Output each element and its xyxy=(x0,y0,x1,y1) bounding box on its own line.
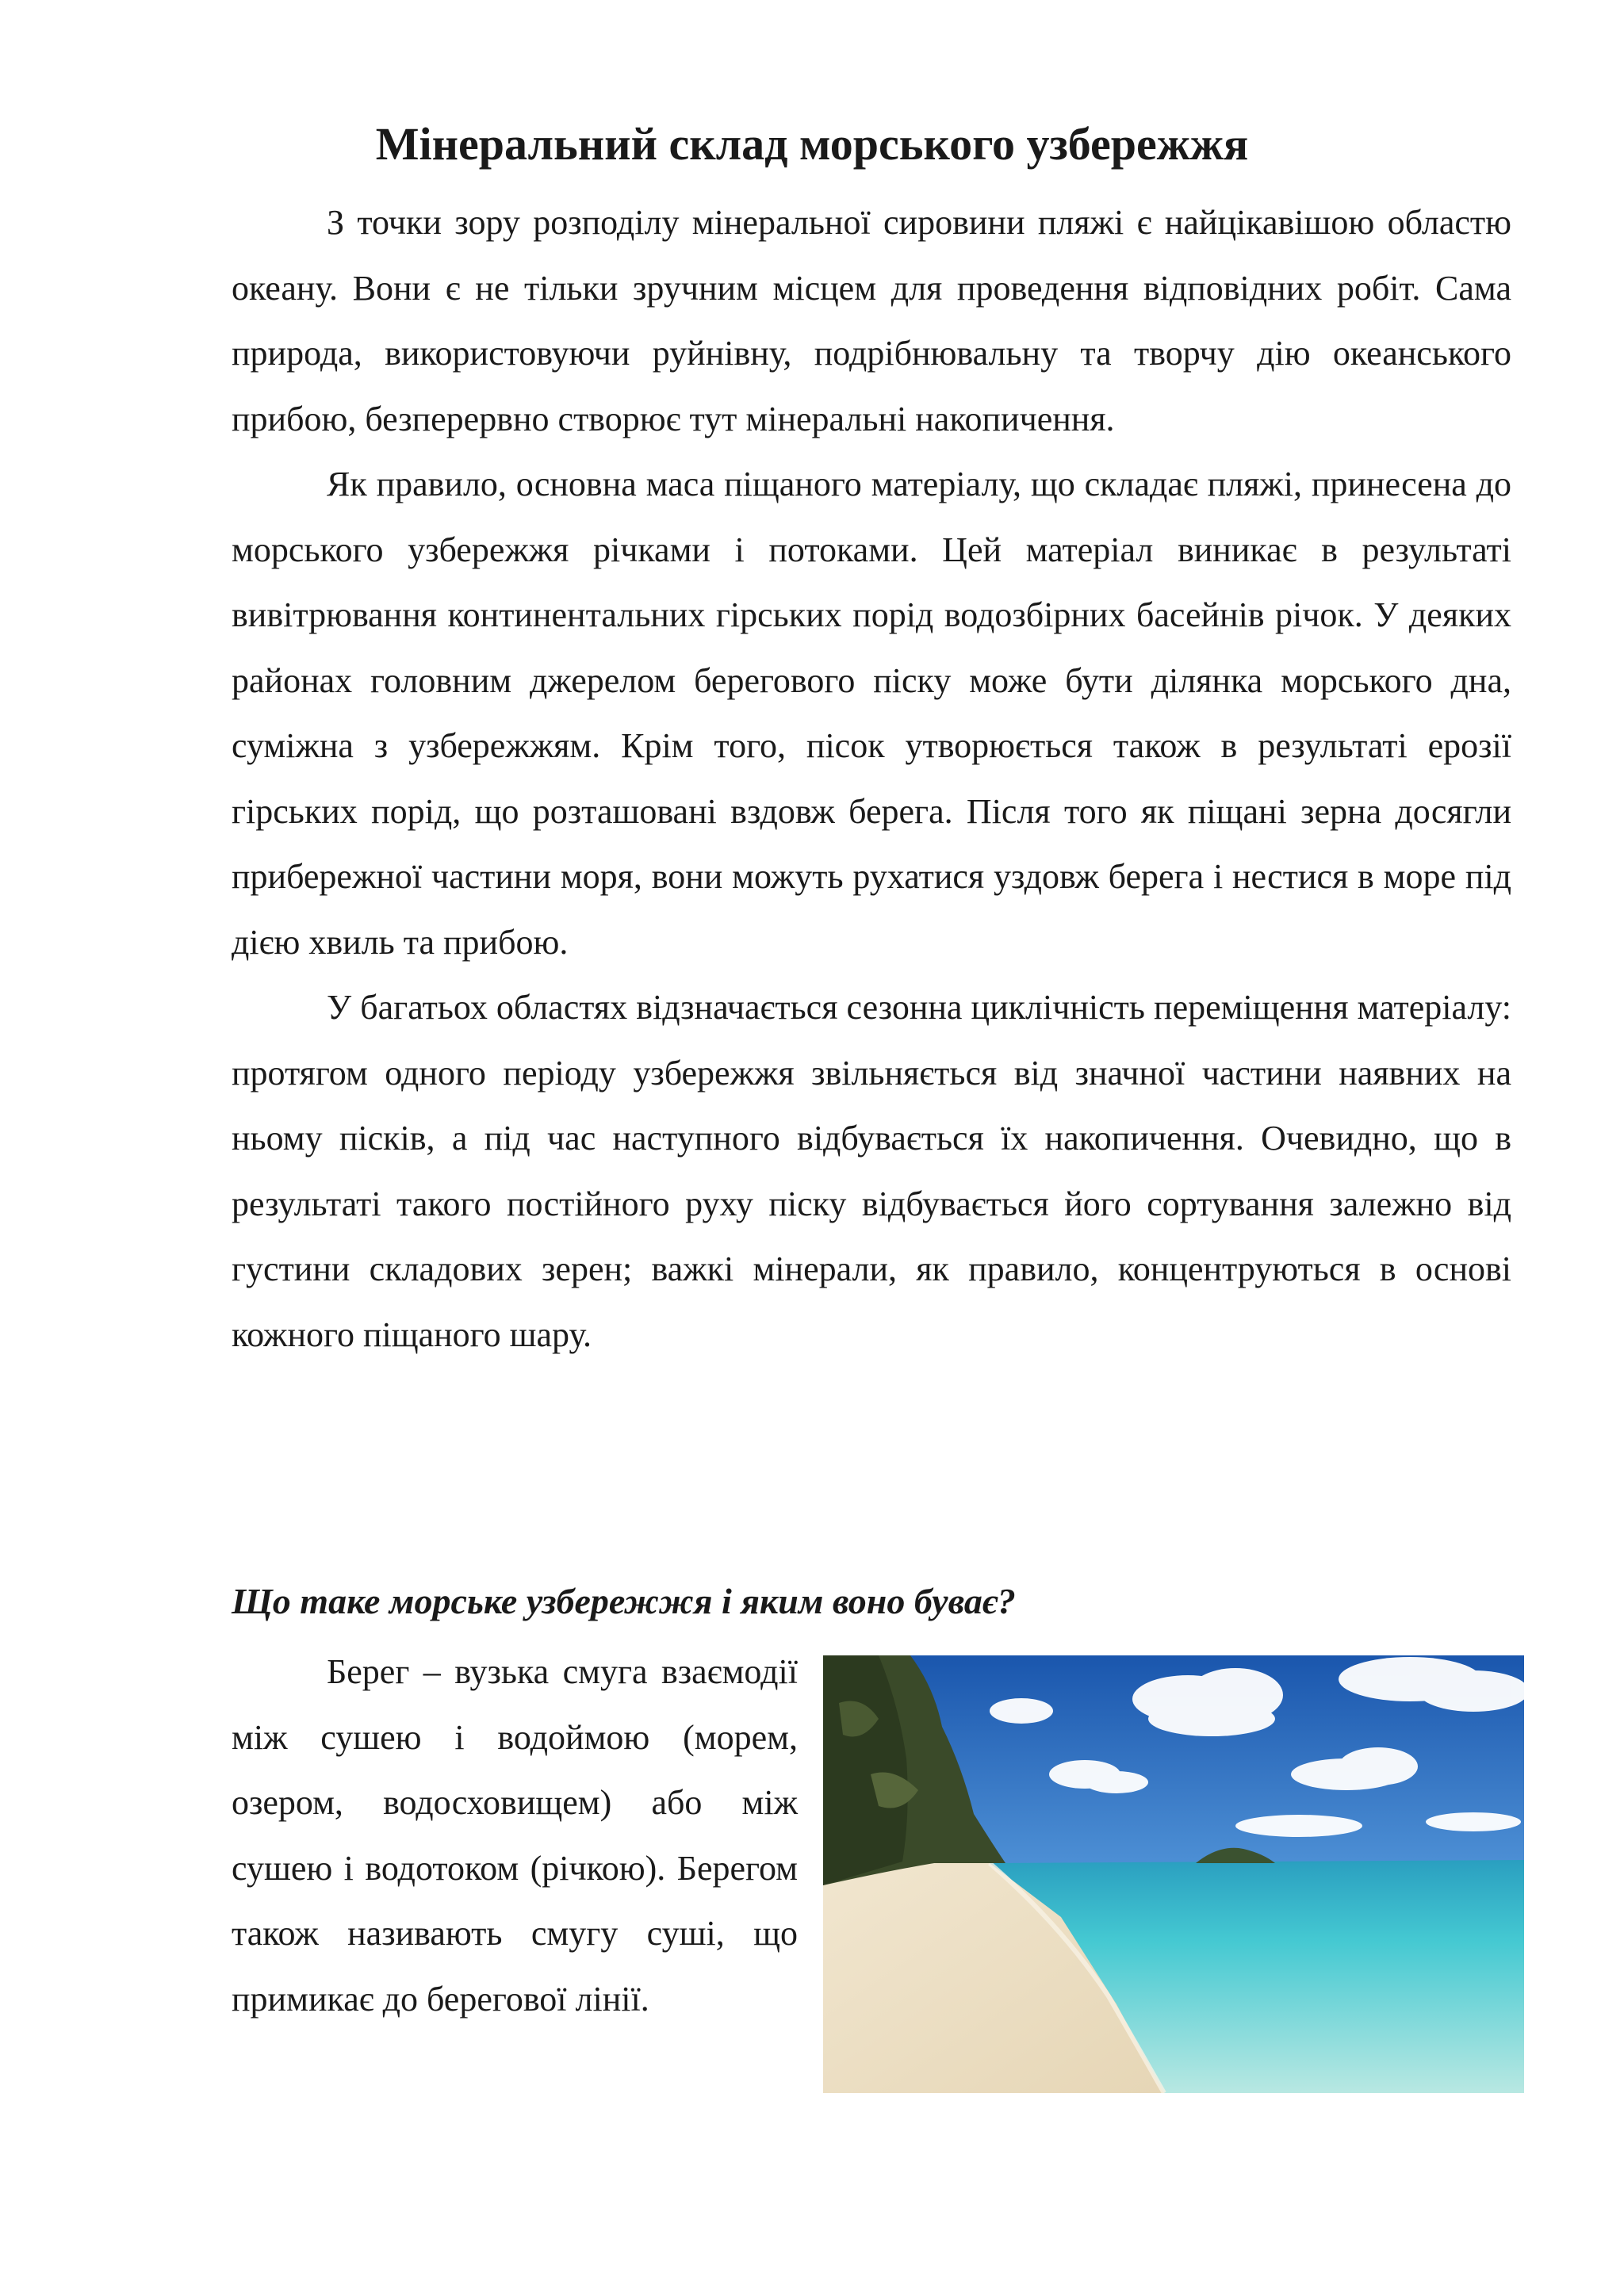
beach-photo xyxy=(823,1655,1524,2093)
section-subheading: Що таке морське узбережжя і яким воно буває? xyxy=(232,1581,1016,1621)
paragraph-2: Як правило, основна маса піщаного матеріалу, що складає пляжі, принесена до морського узбережжя річками і потоками. Цей матеріал виникає в результаті вивітрювання континентальних гірських порід водозбірних басейнів річок. У деяких районах головним джерелом берегового піску може бути ділянка морського дна, суміжна з узбережжям. Крім того, пісок утворюється також в результаті ерозії гірських порід, що розташовані вздовж берега. Після того як піщані зерна досягли прибережної частини моря, вони можуть рухатися уздовж берега і нестися в море під дією хвиль та прибою. xyxy=(232,465,1511,962)
paragraph-1: З точки зору розподілу мінеральної сировини пляжі є найцікавішою областю океану. Вони є не тільки зручним місцем для проведення відповідних робіт. Сама природа, використовуючи руйнівну, подрібнювальну та творчу дію океанського прибою, безперервно створює тут мінеральні накопичення. xyxy=(232,203,1511,438)
main-text xyxy=(232,190,1511,1368)
paragraph-3: У багатьох областях відзначається сезонна циклічність переміщення матеріалу: протягом одного періоду узбережжя звільняється від значної частини наявних на ньому пісків, а під час наступного відбувається їх накопичення. Очевидно, що в результаті такого постійного руху піску відбувається його сортування залежно від густини складових зерен; важкі мінерали, як правило, концентруються в основі кожного піщаного шару. xyxy=(232,988,1511,1354)
paragraph-4: Берег – вузька смуга взаємодії між сушею і водоймою (морем, озером, водосховищем) або між сушею і водотоком (річкою). Берегом також називають смугу суші, що примикає до берегової лінії. xyxy=(232,1652,798,2019)
page-title: Мінеральний склад морського узбережжя xyxy=(375,118,1249,170)
side-text xyxy=(232,1640,798,2032)
